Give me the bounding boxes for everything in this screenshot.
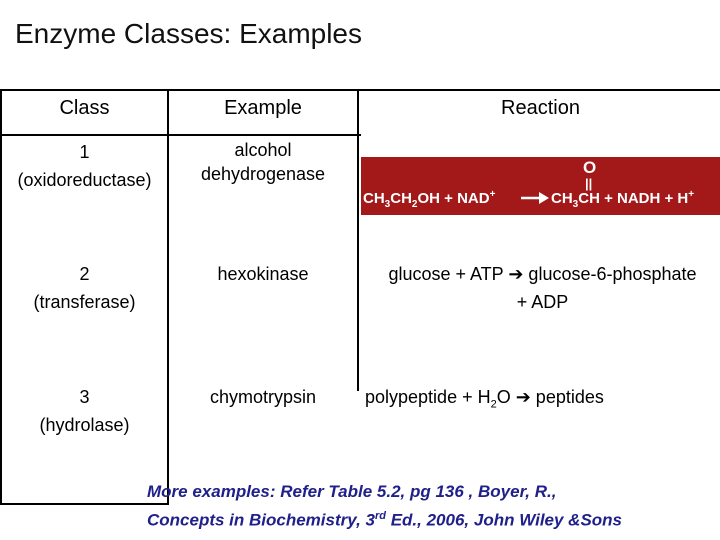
row2-example: hexokinase: [217, 264, 309, 284]
row1-class: [2, 138, 167, 194]
footnote-line2-sup: rd: [374, 510, 386, 522]
row2-class: [2, 260, 167, 316]
row3-class: [2, 383, 167, 439]
reaction-equation-graphic: [361, 157, 720, 215]
carbonyl-oxygen: O: [583, 158, 597, 177]
header-class: Class: [59, 97, 110, 119]
row3-reaction-post: O ➔ peptides: [496, 387, 604, 407]
header-reaction: Reaction: [501, 97, 580, 119]
row2-reaction: [365, 260, 720, 316]
row3-class-name: (hydrolase): [39, 415, 130, 435]
row2-reaction-line1: glucose + ATP ➔ glucose-6-phosphate: [388, 264, 697, 284]
footnote-line2-post: Ed., 2006, John Wiley &Sons: [385, 510, 623, 530]
row1-reaction-image: [361, 157, 720, 215]
table-top-border: [0, 89, 720, 91]
carbonyl-double-bond: ||: [585, 176, 593, 191]
row1-example: [169, 138, 357, 186]
table-bottom-border: [0, 503, 169, 505]
row3-reaction-pre: polypeptide + H: [365, 387, 491, 407]
reaction-lhs: $CH_3CH_2OH + NAD^+$: [363, 189, 496, 210]
reaction-rhs: $CH_3CH$ + NADH + H+: [551, 189, 695, 210]
footnote-reference: [147, 480, 622, 533]
row3-reaction-sub: 2: [490, 398, 497, 411]
row1-example-line1: alcohol: [234, 140, 292, 160]
row2-reaction-line2: + ADP: [516, 292, 569, 312]
col-divider-2: [357, 89, 359, 391]
page-title: Enzyme Classes: Examples: [15, 18, 363, 49]
row3-example: chymotrypsin: [209, 387, 317, 407]
header-divider: [0, 134, 361, 136]
footnote-line1: More examples: Refer Table 5.2, pg 136 , Boyer, R.,: [147, 482, 557, 501]
footnote-line2-pre: Concepts in Biochemistry, 3: [147, 510, 375, 530]
row2-class-num: 2: [79, 264, 90, 284]
row1-example-line2: dehydrogenase: [200, 164, 326, 184]
footnote-line2: [147, 504, 622, 533]
row3-reaction: [365, 383, 720, 419]
row3-class-num: 3: [79, 387, 90, 407]
row1-class-name: (oxidoreductase): [17, 170, 152, 190]
enzyme-table: [0, 89, 720, 505]
reaction-arrow-icon: [521, 192, 549, 204]
row1-class-num: 1: [79, 142, 90, 162]
header-example: Example: [224, 97, 302, 119]
row2-class-name: (transferase): [33, 292, 136, 312]
